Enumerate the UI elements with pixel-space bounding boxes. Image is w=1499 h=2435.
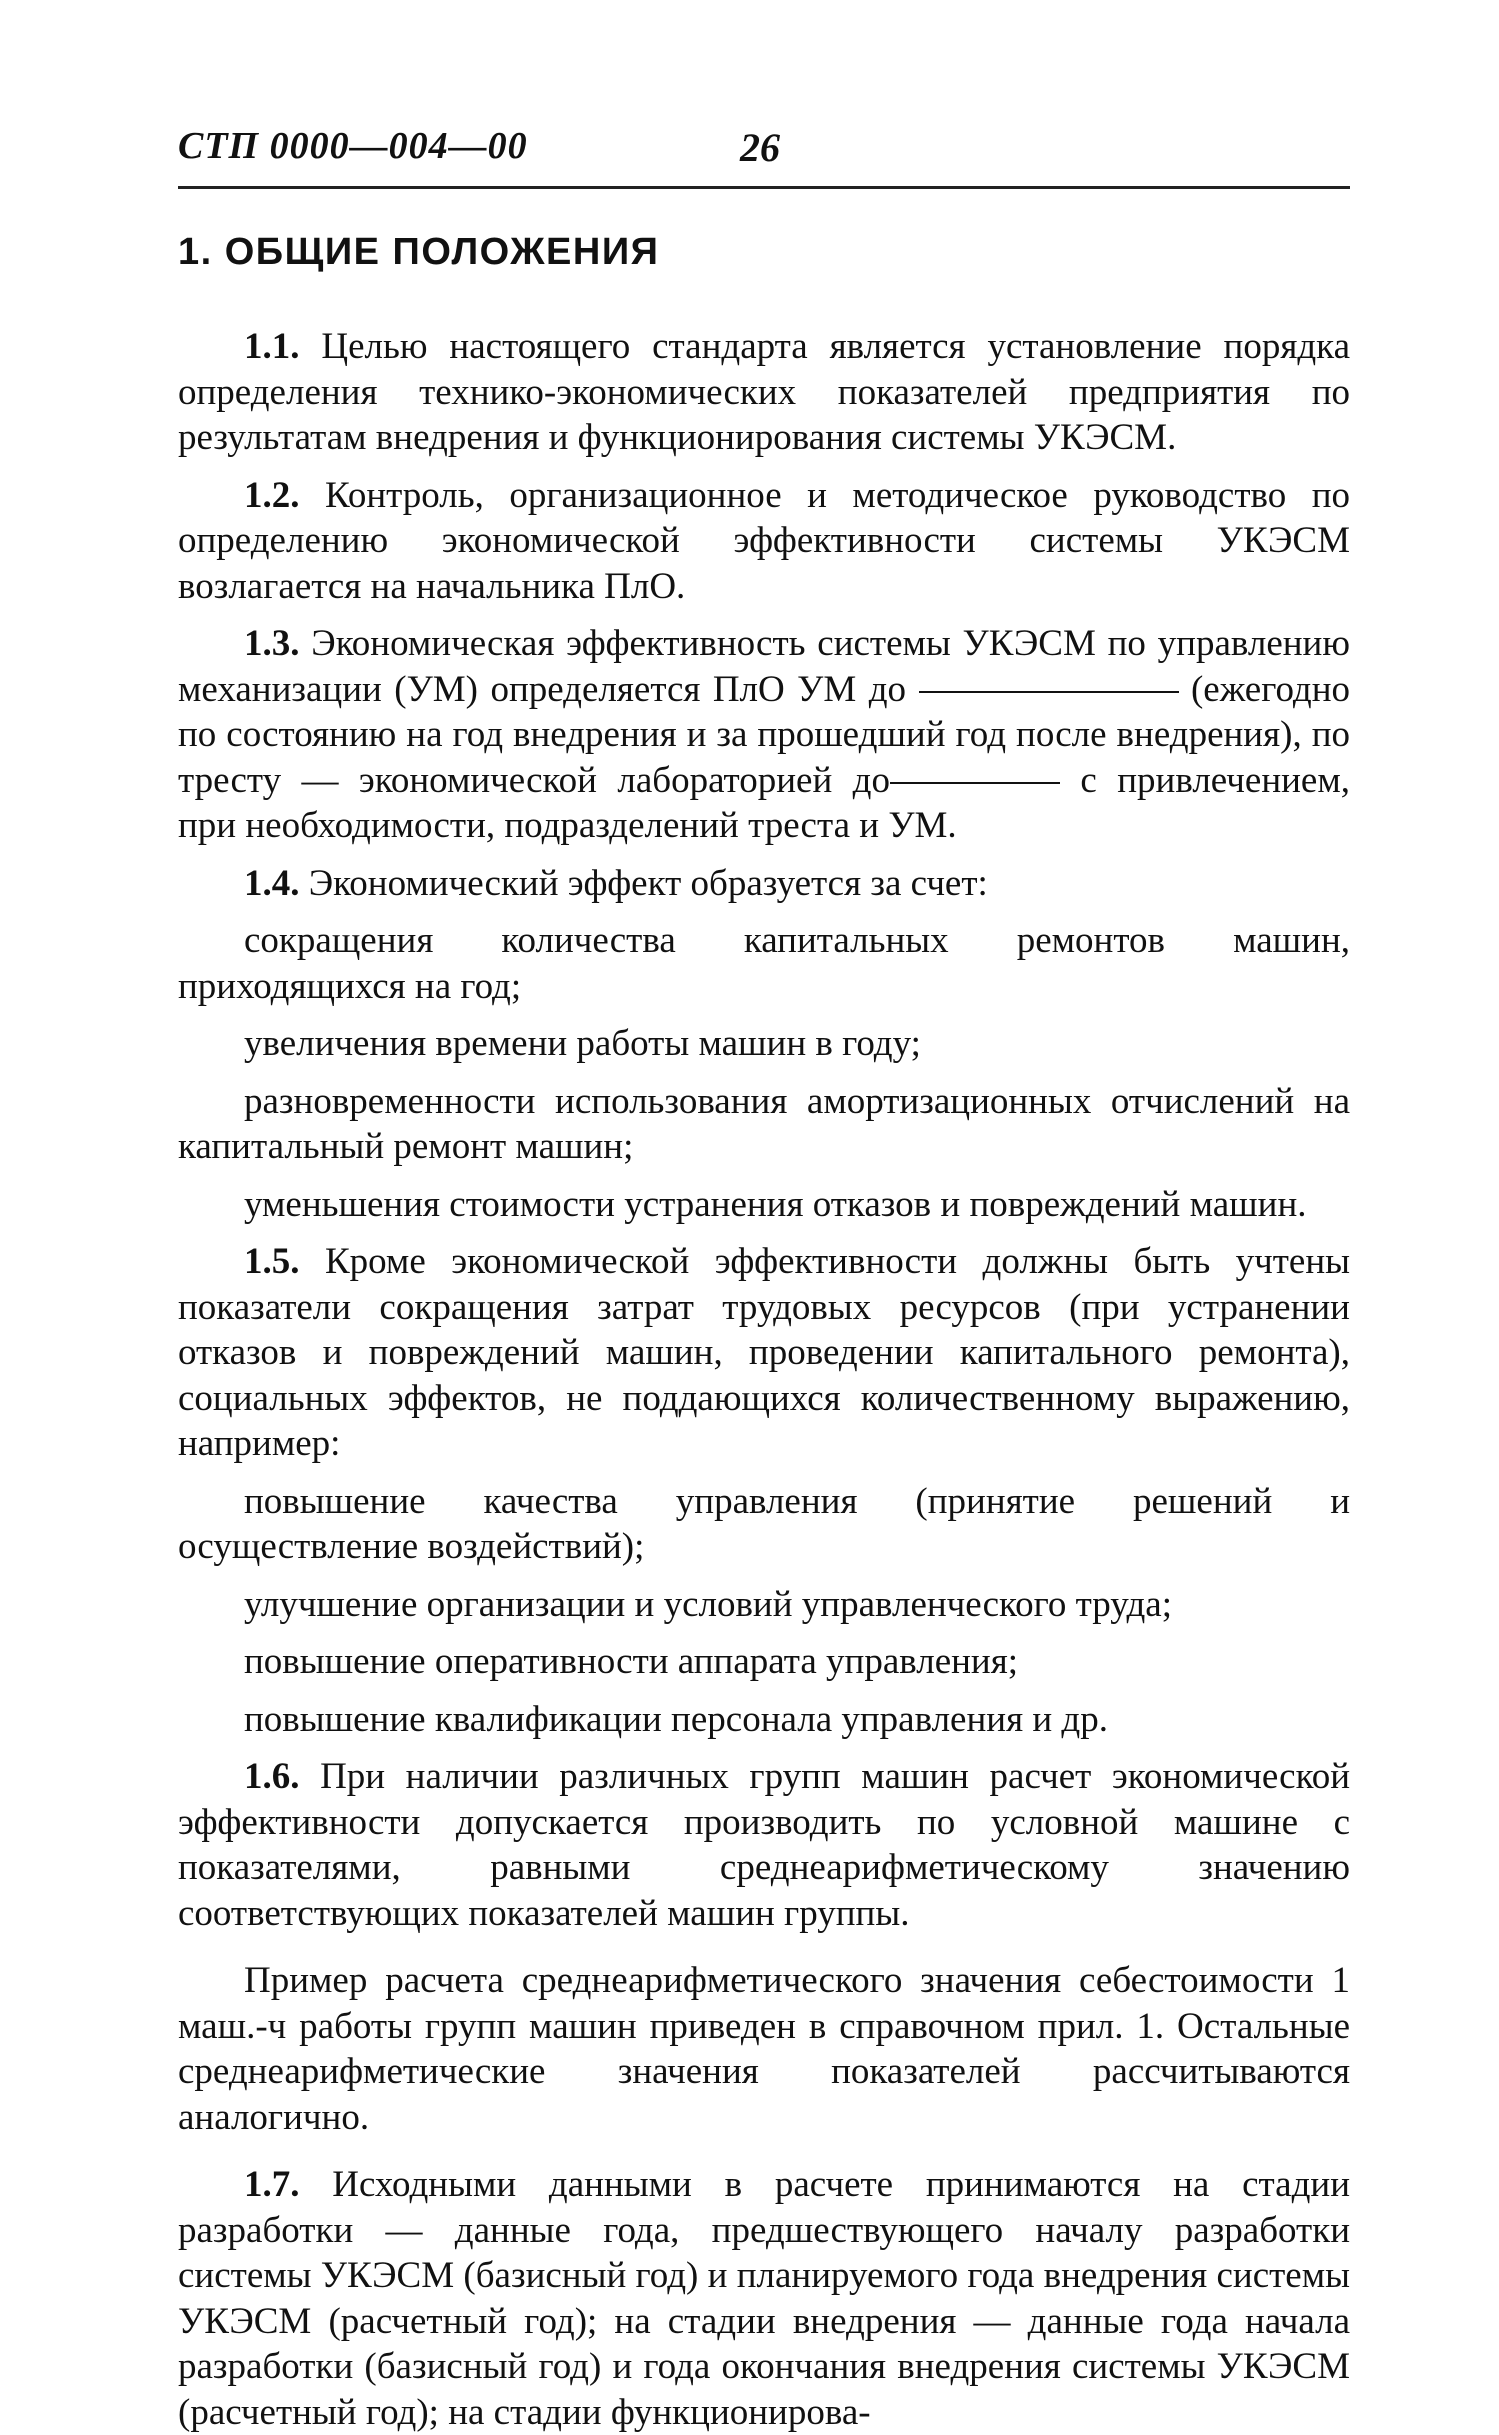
paragraph-1-7 [178, 2162, 1350, 2435]
list-item: повышение качества управления (принятие решений и осуществление воздействий); [178, 1480, 1350, 1567]
list-item: уменьшения стоимости устранения отказов и повреждений машин. [244, 1183, 1307, 1225]
list-item: увеличения времени работы машин в году; [244, 1023, 921, 1064]
list-item: сокращения количества капитальных ремонтов машин, приходящихся на год; [178, 920, 1350, 1007]
paragraph-text: Целью настоящего стандарта является установление порядка определения технико-экономических показателей предприятия по результатам внедрения и функционирования системы УКЭСМ. [178, 326, 1350, 458]
paragraph-number: 1.2. [244, 474, 300, 516]
paragraph-number: 1.1. [244, 326, 300, 367]
paragraph-1-4 [178, 861, 1350, 907]
paragraph-text: (ежегодно по состоянию на год внедрения и за прошедший год после внедрения), по тресту — экономической лабораторией до [178, 668, 1351, 801]
paragraph-number: 1.5. [244, 1241, 300, 1282]
paragraph-1-2 [178, 473, 1350, 610]
header-divider [178, 186, 1350, 189]
paragraph-1-1 [178, 324, 1350, 461]
paragraph-example: Пример расчета среднеарифметического значения себестоимости 1 маш.-ч работы групп машин приведен в справочном прил. 1. Остальные среднеарифметические значения показателей рассчитываются аналогично. [178, 1960, 1350, 2138]
paragraph-text: Экономический эффект образуется за счет: [308, 862, 988, 904]
paragraph-text: Экономическая эффективность системы УКЭСМ по управлению механизации (УМ) определяется ПлО УМ до [178, 623, 1351, 710]
list-item: повышение квалификации персонала управления и др. [244, 1698, 1108, 1740]
paragraph-number: 1.3. [244, 623, 300, 664]
paragraph-number: 1.4. [244, 862, 300, 904]
list-item: улучшение организации и условий управленческого труда; [244, 1583, 1172, 1625]
paragraph-1-6 [178, 1754, 1350, 1936]
paragraph-number: 1.7. [244, 2164, 300, 2205]
paragraph-text: При наличии различных групп машин расчет экономической эффективности допускается производить по условной машине с показателями, равными среднеарифметическому значению соответствующих показателей машин группы. [178, 1756, 1350, 1934]
paragraph-text: с привлечением, при необходимости, подразделений треста и УМ. [178, 759, 1351, 846]
page-number: 26 [740, 125, 780, 170]
list-item: разновременности использования амортизационных отчислений на капитальный ремонт машин; [178, 1080, 1350, 1167]
document-code: СТП 0000—004—00 [178, 125, 528, 167]
paragraph-text: Исходными данными в расчете принимаются на стадии разработки — данные года, предшествующего началу разработки системы УКЭСМ (базисный год) и планируемого года внедрения системы УКЭСМ (расчетный год); на стадии внедрения — данные года начала разработки (базисный год) и года окончания внедрения системы УКЭСМ (расчетный год); на стадии функционирова- [178, 2164, 1351, 2433]
fill-in-blank-line [890, 782, 1060, 784]
page-header [178, 120, 1350, 188]
document-page [178, 120, 1350, 2435]
paragraph-1-3 [178, 621, 1350, 849]
list-item: повышение оперативности аппарата управления; [244, 1641, 1019, 1682]
section-title: 1. ОБЩИЕ ПОЛОЖЕНИЯ [178, 231, 660, 273]
paragraph-text: Кроме экономической эффективности должны быть учтены показатели сокращения затрат трудовых ресурсов (при устранении отказов и повреждений машин, проведении капитального ремонта), социальных эффектов, не поддающихся количественному выражению, например: [178, 1241, 1350, 1464]
paragraph-text: Контроль, организационное и методическое руководство по определению экономической эффективности системы УКЭСМ возлагается на начальника ПлО. [178, 474, 1350, 607]
fill-in-blank-line [919, 691, 1179, 693]
paragraph-number: 1.6. [244, 1756, 300, 1797]
paragraph-1-5 [178, 1239, 1350, 1467]
